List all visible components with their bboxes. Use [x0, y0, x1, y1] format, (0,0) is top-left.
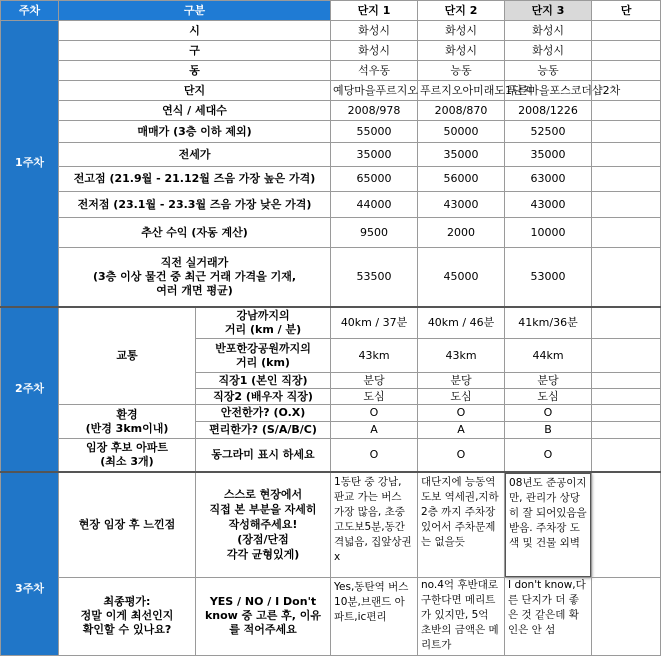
row-estimated-profit: [1, 218, 661, 248]
cell-c3[interactable]: 2008/1226: [505, 101, 592, 121]
cell-c4[interactable]: [592, 248, 661, 307]
memo-c2[interactable]: 대단지에 능동역 도보 역세권,지하 2층 까지 주차장있어서 주차문제는 없을듯: [418, 472, 505, 578]
cell-c4[interactable]: [592, 405, 661, 422]
cell-c4[interactable]: [592, 389, 661, 405]
memo-c1[interactable]: Yes,동탄역 버스10분,브랜드 아파트,ic편리: [331, 577, 418, 655]
row-gu: [1, 41, 661, 61]
cell-c4[interactable]: [592, 101, 661, 121]
row-label: 전저점 (23.1월 - 23.3월 즈음 가장 낮은 가격): [59, 192, 331, 218]
cell-c4[interactable]: [592, 167, 661, 192]
cell-c3[interactable]: 화성시: [505, 21, 592, 41]
row-label: 직전 실거래가 (3층 이상 물건 중 최근 거래 가격을 기재, 여러 개면 평균): [59, 248, 331, 307]
cell-c2[interactable]: 40km / 46분: [418, 307, 505, 339]
memo-c2[interactable]: no.4억 후반대로 구한다면 메리트가 있지만, 5억 초반의 금액은 메리트가: [418, 577, 505, 655]
cell-c2[interactable]: 화성시: [418, 41, 505, 61]
row-label: 단지: [59, 81, 331, 101]
cell-c2[interactable]: 35000: [418, 143, 505, 167]
cell-c1[interactable]: 2008/978: [331, 101, 418, 121]
group-candidates: 임장 후보 아파트 (최소 3개): [59, 439, 196, 472]
row-label: 구: [59, 41, 331, 61]
row-label: 편리한가? (S/A/B/C): [196, 422, 331, 439]
memo-c3[interactable]: I don't know,다른 단지가 더 좋은 것 같은데 확인은 안 섬: [505, 577, 592, 655]
group-transport: 교통: [59, 307, 196, 405]
row-complex-name: [1, 81, 661, 101]
cell-c1[interactable]: A: [331, 422, 418, 439]
cell-c4[interactable]: [592, 41, 661, 61]
header-complex-3[interactable]: 단지 3: [505, 1, 592, 21]
cell-c2[interactable]: A: [418, 422, 505, 439]
cell-c3[interactable]: 분당: [505, 373, 592, 389]
cell-c2[interactable]: O: [418, 405, 505, 422]
row-label: 직장2 (배우자 직장): [196, 389, 331, 405]
row-last-transaction: [1, 248, 661, 307]
cell-c3[interactable]: 능동: [505, 61, 592, 81]
cell-c1[interactable]: 예당마을푸르지오: [331, 81, 418, 101]
row-label: 동그라미 표시 하세요: [196, 439, 331, 472]
cell-c4[interactable]: [592, 373, 661, 389]
row-label: 직장1 (본인 직장): [196, 373, 331, 389]
cell-c2[interactable]: 도심: [418, 389, 505, 405]
cell-c1[interactable]: 도심: [331, 389, 418, 405]
row-dong: [1, 61, 661, 81]
row-label: 연식 / 세대수: [59, 101, 331, 121]
cell-c4[interactable]: [592, 21, 661, 41]
group-final: 최종평가: 정말 이게 최선인지 확인할 수 있나요?: [59, 577, 196, 655]
cell-c3[interactable]: 43000: [505, 192, 592, 218]
week1-label: 1주차: [1, 21, 59, 307]
group-impression: 현장 임장 후 느낀점: [59, 472, 196, 578]
cell-c2[interactable]: 능동: [418, 61, 505, 81]
cell-c2[interactable]: 50000: [418, 121, 505, 143]
cell-c3[interactable]: O: [505, 405, 592, 422]
week3-label-text: 3주차: [15, 581, 44, 595]
cell-c3[interactable]: 63000: [505, 167, 592, 192]
cell-c2[interactable]: 분당: [418, 373, 505, 389]
cell-c4[interactable]: [592, 439, 661, 472]
cell-c3[interactable]: 53000: [505, 248, 592, 307]
cell-c4[interactable]: [592, 121, 661, 143]
row-label: 전고점 (21.9월 - 21.12월 즈음 가장 높은 가격): [59, 167, 331, 192]
cell-c3[interactable]: 10000: [505, 218, 592, 248]
cell-c4[interactable]: [592, 61, 661, 81]
row-impression: [1, 472, 661, 578]
header-category: 구분: [59, 1, 331, 21]
week3-label: [1, 472, 59, 656]
cell-c2[interactable]: 56000: [418, 167, 505, 192]
cell-c2[interactable]: 43000: [418, 192, 505, 218]
cell-c3[interactable]: 52500: [505, 121, 592, 143]
row-label: 동: [59, 61, 331, 81]
row-jeonse-price: [1, 143, 661, 167]
cell-c1[interactable]: 9500: [331, 218, 418, 248]
row-candidates: [1, 439, 661, 472]
row-final-evaluation: [1, 577, 661, 655]
cell-c3[interactable]: 화성시: [505, 41, 592, 61]
cell-c4[interactable]: [592, 422, 661, 439]
cell-c1[interactable]: O: [331, 405, 418, 422]
cell-c3[interactable]: 44km: [505, 339, 592, 373]
group-environment: 환경 (반경 3km이내): [59, 405, 196, 439]
header-complex-4[interactable]: 단: [592, 1, 661, 21]
row-label: YES / NO / I Don't know 중 고른 후, 이유 를 적어주세요: [196, 577, 331, 655]
cell-c4[interactable]: [592, 143, 661, 167]
row-label: 스스로 현장에서 직접 본 부분을 자세히 작성해주세요! (장점/단점 각각 균형있게): [196, 472, 331, 578]
cell-c3[interactable]: O: [505, 439, 592, 472]
cell-c2[interactable]: 43km: [418, 339, 505, 373]
cell-c1[interactable]: 35000: [331, 143, 418, 167]
cell-c1[interactable]: 55000: [331, 121, 418, 143]
cell-c4[interactable]: [592, 339, 661, 373]
cell-c2[interactable]: 45000: [418, 248, 505, 307]
cell-c2[interactable]: 2008/870: [418, 101, 505, 121]
row-safety: [1, 405, 661, 422]
memo-c1[interactable]: 1동탄 중 강남, 판교 가는 버스 가장 많음, 초중고도보5분,동간격넓음, 집앞상권x: [331, 472, 418, 578]
row-label: 강남까지의 거리 (km / 분): [196, 307, 331, 339]
cell-c2[interactable]: 2000: [418, 218, 505, 248]
cell-c3[interactable]: 41km/36분: [505, 307, 592, 339]
cell-c1[interactable]: 44000: [331, 192, 418, 218]
header-complex-2[interactable]: 단지 2: [418, 1, 505, 21]
row-label: 추산 수익 (자동 계산): [59, 218, 331, 248]
cell-c3[interactable]: 도심: [505, 389, 592, 405]
cell-c1[interactable]: 65000: [331, 167, 418, 192]
cell-c4[interactable]: [592, 472, 661, 578]
cell-c4[interactable]: [592, 218, 661, 248]
cell-c1[interactable]: 석우동: [331, 61, 418, 81]
row-label: 매매가 (3층 이하 제외): [59, 121, 331, 143]
row-label: 시: [59, 21, 331, 41]
memo-c3-cell[interactable]: [505, 472, 592, 578]
cell-c3[interactable]: 푸른마을포스코더샵2차: [505, 81, 592, 101]
week2-label: 2주차: [1, 307, 59, 472]
cell-c3[interactable]: 35000: [505, 143, 592, 167]
row-sale-price: [1, 121, 661, 143]
cell-c1[interactable]: 분당: [331, 373, 418, 389]
cell-c1[interactable]: O: [331, 439, 418, 472]
row-label: 반포한강공원까지의 거리 (km): [196, 339, 331, 373]
cell-c4[interactable]: [592, 307, 661, 339]
cell-c2[interactable]: 화성시: [418, 21, 505, 41]
cell-c1[interactable]: 43km: [331, 339, 418, 373]
header-complex-1[interactable]: 단지 1: [331, 1, 418, 21]
cell-c3[interactable]: B: [505, 422, 592, 439]
row-previous-low: [1, 192, 661, 218]
row-label: 전세가: [59, 143, 331, 167]
cell-c2[interactable]: 푸르지오아미래도1단지: [418, 81, 505, 101]
cell-c1[interactable]: 화성시: [331, 21, 418, 41]
cell-c4[interactable]: [592, 577, 661, 655]
cell-c4[interactable]: [592, 192, 661, 218]
cell-c2[interactable]: O: [418, 439, 505, 472]
row-city: [1, 21, 661, 41]
cell-c1[interactable]: 화성시: [331, 41, 418, 61]
row-year-households: [1, 101, 661, 121]
header-week: 주차: [1, 1, 59, 21]
row-previous-high: [1, 167, 661, 192]
row-gangnam-distance: [1, 307, 661, 339]
memo-c3[interactable]: 08년도 준공이지만, 관리가 상당히 잘 되어있음을 받음. 주차장 도색 및 건물 외벽: [505, 473, 591, 577]
header-row: [1, 1, 661, 21]
row-label: 안전한가? (O.X): [196, 405, 331, 422]
cell-c1[interactable]: 53500: [331, 248, 418, 307]
cell-c1[interactable]: 40km / 37분: [331, 307, 418, 339]
